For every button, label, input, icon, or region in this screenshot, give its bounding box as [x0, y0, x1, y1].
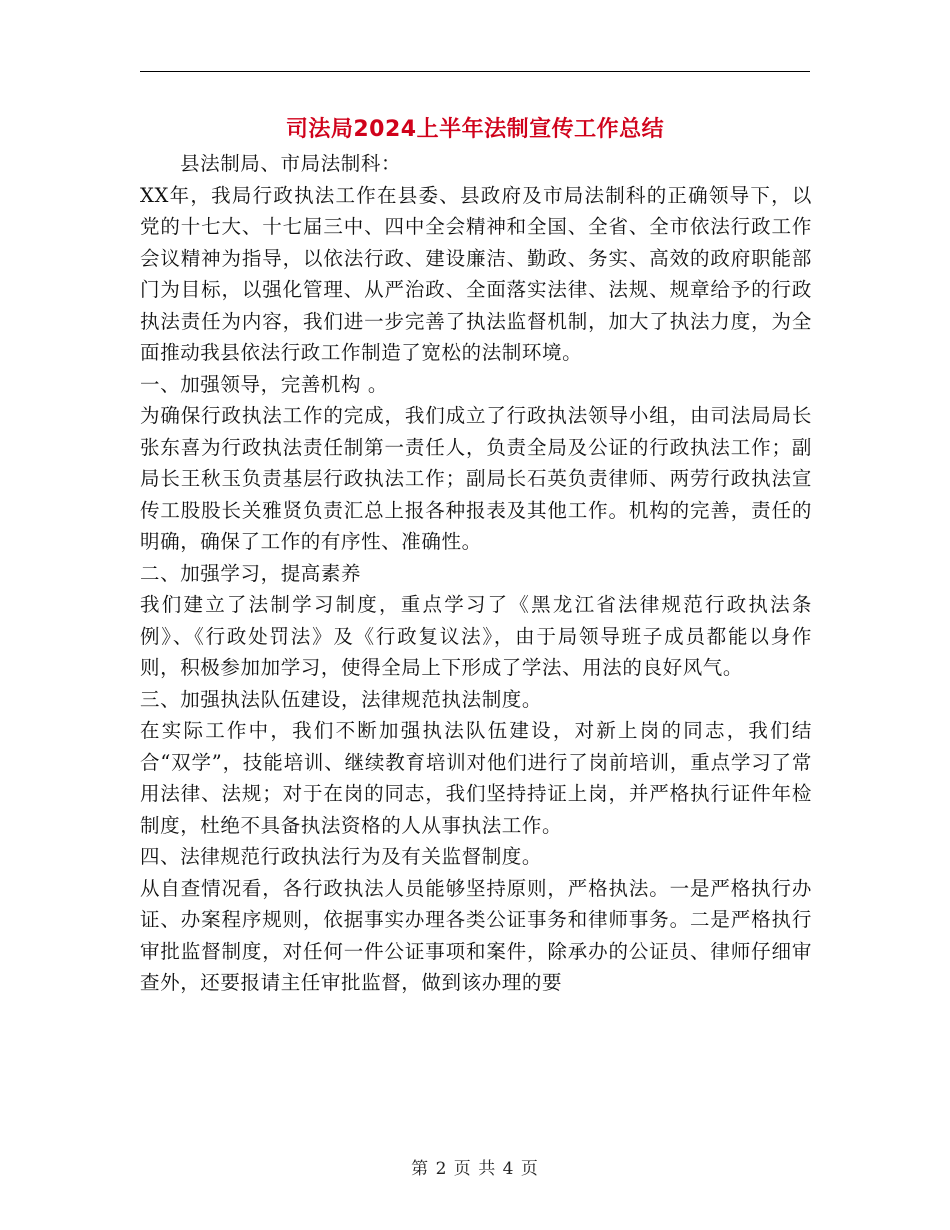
- paragraph-section-4: 从自查情况看，各行政执法人员能够坚持原则，严格执法。一是严格执行办证、办案程序规则，依据事实办理各类公证事务和律师事务。二是严格执行审批监督制度，对任何一件公证事项和案件，除承办的公证员、律师仔细审查外，还要报请主任审批监督，做到该办理的要: [140, 876, 812, 994]
- header-rule: [140, 71, 810, 72]
- section-heading-2: 二、加强学习，提高素养: [140, 561, 362, 585]
- document-title: 司法局2024上半年法制宣传工作总结: [285, 117, 665, 142]
- paragraph-section-2: 我们建立了法制学习制度，重点学习了《黑龙江省法律规范行政执法条例》、《行政处罚法》及《行政复议法》，由于局领导班子成员都能以身作则，积极参加加学习，使得全局上下形成了学法、用法的良好风气。: [140, 593, 812, 679]
- section-heading-3: 三、加强执法队伍建设，法律规范执法制度。: [140, 687, 543, 711]
- section-heading-1: 一、加强领导，完善机构 。: [140, 372, 388, 396]
- paragraph-section-1: 为确保行政执法工作的完成，我们成立了行政执法领导小组，由司法局局长张东喜为行政执法责任制第一责任人，负责全局及公证的行政执法工作；副局长王秋玉负责基层行政执法工作；副局长石英负责律师、两劳行政执法宣传工股股长关雅贤负责汇总上报各种报表及其他工作。机构的完善，责任的明确，确保了工作的有序性、准确性。: [140, 404, 812, 553]
- paragraph-section-3: 在实际工作中，我们不断加强执法队伍建设，对新上岗的同志，我们结合“双学”，技能培训、继续教育培训对他们进行了岗前培训，重点学习了常用法律、法规；对于在岗的同志，我们坚持持证上岗，并严格执行证件年检制度，杜绝不具备执法资格的人从事执法工作。: [140, 719, 812, 837]
- greeting-line: 县法制局、市局法制科：: [180, 152, 402, 175]
- document-body: [140, 148, 812, 999]
- paragraph-intro: XX年，我局行政执法工作在县委、县政府及市局法制科的正确领导下，以党的十七大、十七届三中、四中全会精神和全国、全省、全市依法行政工作会议精神为指导，以依法行政、建设廉洁、勤政、务实、高效的政府职能部门为目标，以强化管理、从严治政、全面落实法律、法规、规章给予的行政执法责任为内容，我们进一步完善了执法监督机制，加大了执法力度，为全面推动我县依法行政工作制造了宽松的法制环境。: [140, 183, 812, 364]
- page-number-footer: 第 2 页 共 4 页: [411, 1159, 539, 1179]
- section-heading-4: 四、法律规范行政执法行为及有关监督制度。: [140, 845, 543, 868]
